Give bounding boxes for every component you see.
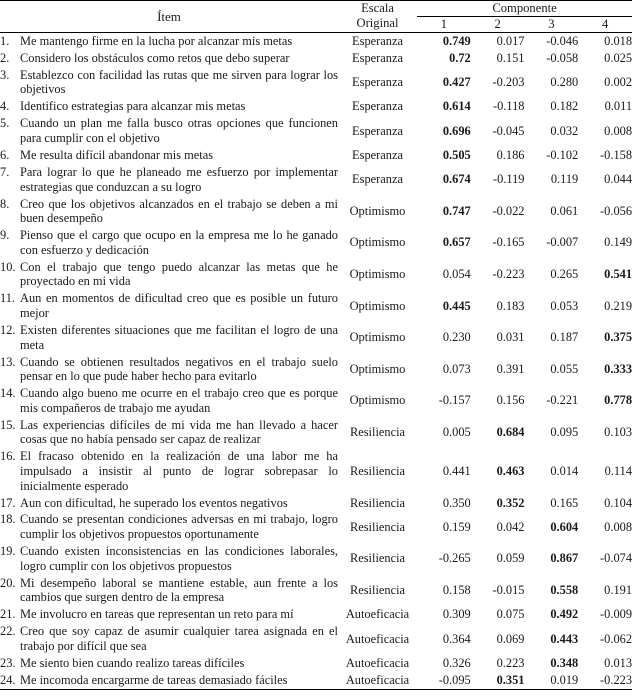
item-cell — [0, 353, 338, 385]
scale-cell: Optimismo — [349, 393, 406, 408]
loading-value-c1: 0.72 — [449, 50, 471, 65]
item-number: 24. — [0, 672, 16, 687]
scale-cell: Resiliencia — [349, 495, 406, 510]
item-text: Creo que los objetivos alcanzados en el trabajo se deben a mi buen desempeño — [20, 196, 338, 226]
item-wrapper — [0, 673, 338, 688]
loading-value-c1: 0.364 — [442, 631, 471, 646]
loading-value-c3: 0.182 — [550, 99, 579, 114]
loading-value-c2: -0.045 — [492, 123, 525, 138]
item-number: 19. — [0, 544, 16, 559]
item-text: Cuando algo bueno me ocurre en el trabajo creo que es porque mis compañeros de trabajo me ayudan — [20, 386, 338, 415]
item-wrapper — [0, 386, 338, 415]
loading-value-c2: -0.119 — [492, 172, 525, 187]
item-number: 13. — [0, 354, 16, 369]
item-wrapper — [0, 228, 338, 257]
loading-value-c4: 0.002 — [604, 75, 632, 90]
loading-value-c1: -0.157 — [438, 393, 471, 408]
table-row — [0, 115, 632, 147]
item-wrapper — [0, 197, 338, 226]
loading-value-c4: -0.056 — [600, 203, 632, 218]
loading-value-c2: 0.463 — [496, 463, 525, 478]
loading-value-c4: 0.219 — [604, 298, 632, 313]
item-text: Existen diferentes situaciones que me facilitan el logro de una meta — [20, 322, 338, 352]
loading-value-c1: 0.230 — [442, 330, 471, 345]
table-row — [0, 543, 632, 575]
loading-value-c4: 0.008 — [604, 123, 632, 138]
loading-value-c3: -0.102 — [546, 147, 579, 162]
item-wrapper — [0, 624, 338, 653]
item-cell — [0, 543, 338, 575]
scale-cell: Esperanza — [352, 123, 403, 138]
item-wrapper — [0, 165, 338, 194]
item-cell — [0, 259, 338, 291]
loading-value-c3: 0.348 — [550, 655, 579, 670]
scale-cell: Resiliencia — [349, 551, 406, 566]
table-row — [0, 385, 632, 417]
table-row — [0, 290, 632, 322]
header-row-top — [0, 1, 632, 17]
loading-value-c3: -0.058 — [546, 50, 579, 65]
item-number: 4. — [0, 99, 10, 114]
loading-value-c1: 0.054 — [442, 267, 471, 282]
loading-value-c4: 0.778 — [604, 393, 632, 408]
table-bottom-rule — [0, 689, 632, 690]
item-text: Considero los obstáculos como retos que debo superar — [20, 50, 290, 65]
item-wrapper — [0, 291, 338, 320]
loading-value-c4: 0.114 — [604, 463, 632, 478]
item-number: 15. — [0, 417, 16, 432]
scale-cell: Autoeficacia — [345, 631, 410, 646]
loading-value-c2: 0.059 — [496, 551, 525, 566]
loading-value-c2: 0.017 — [496, 33, 525, 48]
escala-line-2: Original — [356, 16, 399, 31]
item-cell — [0, 227, 338, 259]
column-header-escala-original — [338, 1, 417, 32]
loading-value-c2: 0.042 — [496, 519, 525, 534]
item-wrapper — [0, 512, 338, 541]
loading-value-c3: 0.187 — [550, 330, 579, 345]
item-wrapper — [0, 576, 338, 605]
scale-cell: Resiliencia — [349, 463, 406, 478]
item-text: Aun en momentos de dificultad creo que es posible un futuro mejor — [20, 291, 338, 320]
loading-value-c4: 0.013 — [604, 655, 632, 670]
table-row — [0, 417, 632, 449]
loading-value-c1: 0.674 — [442, 172, 471, 187]
loading-value-c1: 0.159 — [442, 519, 471, 534]
loading-value-c2: 0.031 — [496, 330, 525, 345]
scale-cell: Esperanza — [352, 147, 403, 162]
loading-value-c3: 0.867 — [550, 551, 579, 566]
item-cell — [0, 290, 338, 322]
item-cell — [0, 385, 338, 417]
scale-cell: Optimismo — [349, 361, 406, 376]
loading-value-c4: 0.333 — [604, 361, 632, 376]
item-text: Las experiencias difíciles de mi vida me han llevado a hacer cosas que no había pensado ser capaz de realizar — [20, 417, 338, 447]
item-text: Para lograr lo que he planeado me esfuerzo por implementar estrategias que conduzcan a su logro — [20, 164, 338, 194]
item-text: Cuando se obtienen resultados negativos en el trabajo suelo pensar en lo que pude haber hecho para evitarlo — [20, 354, 338, 384]
column-header-comp-1: 1 — [440, 16, 448, 31]
loading-value-c2: 0.151 — [496, 50, 525, 65]
item-cell — [0, 322, 338, 354]
scale-cell: Esperanza — [352, 33, 403, 48]
loading-value-c4: -0.062 — [600, 631, 632, 646]
item-text: Cuando se presentan condiciones adversas en mi trabajo, logro cumplir los objetivos propuestos oportunamente — [20, 512, 338, 542]
item-number: 20. — [0, 575, 16, 590]
scale-cell: Optimismo — [349, 235, 406, 250]
item-text: Establezco con facilidad las rutas que me sirven para lograr los objetivos — [20, 67, 338, 97]
item-number: 5. — [0, 116, 10, 131]
table-row — [0, 575, 632, 607]
item-number: 17. — [0, 495, 16, 510]
loading-value-c1: 0.657 — [442, 235, 471, 250]
item-wrapper — [0, 51, 338, 66]
item-cell — [0, 672, 338, 689]
item-text: Con el trabajo que tengo puedo alcanzar las metas que he proyectado en mi vida — [20, 259, 338, 289]
item-cell — [0, 623, 338, 655]
item-number: 2. — [0, 50, 10, 65]
column-header-comp-4: 4 — [602, 16, 609, 31]
item-number: 12. — [0, 322, 16, 337]
item-text: Pienso que el cargo que ocupo en la empresa me lo he ganado con esfuerzo y dedicación — [20, 228, 338, 257]
loading-value-c4: 0.104 — [604, 495, 632, 510]
loading-value-c3: -0.007 — [546, 235, 579, 250]
loading-value-c3: 0.053 — [550, 298, 579, 313]
item-wrapper — [0, 99, 338, 114]
item-number: 23. — [0, 655, 16, 670]
item-cell — [0, 50, 338, 67]
loading-value-c2: -0.223 — [492, 267, 525, 282]
loading-value-c1: 0.427 — [442, 75, 471, 90]
loading-value-c3: 0.443 — [550, 631, 579, 646]
table-row — [0, 623, 632, 655]
scale-cell: Optimismo — [349, 203, 406, 218]
item-cell — [0, 32, 338, 49]
loading-value-c3: 0.604 — [550, 519, 579, 534]
loading-value-c2: 0.069 — [496, 631, 525, 646]
table-row — [0, 50, 632, 67]
item-wrapper — [0, 418, 338, 447]
item-text: Me involucro en tareas que representan un reto para mí — [20, 607, 294, 622]
item-cell — [0, 67, 338, 99]
loading-value-c1: 0.441 — [442, 463, 471, 478]
table-row — [0, 672, 632, 689]
item-text: Cuando un plan me falla busco otras opciones que funcionen para cumplir con el objetivo — [20, 116, 338, 146]
item-text: Me mantengo firme en la lucha por alcanzar mis metas — [20, 33, 293, 48]
scale-cell: Esperanza — [352, 99, 403, 114]
item-text: Creo que soy capaz de asumir cualquier tarea asignada en el trabajo por difícil que sea — [20, 624, 338, 653]
loading-value-c1: 0.005 — [442, 425, 471, 440]
loading-value-c4: 0.044 — [604, 172, 632, 187]
scale-cell: Esperanza — [352, 172, 403, 187]
table-row — [0, 195, 632, 227]
scale-cell: Esperanza — [352, 75, 403, 90]
item-cell — [0, 575, 338, 607]
loading-value-c1: 0.309 — [442, 607, 471, 622]
item-wrapper — [0, 449, 338, 493]
item-text: Me resulta difícil abandonar mis metas — [20, 147, 214, 162]
loading-value-c2: 0.391 — [496, 361, 525, 376]
table-row — [0, 67, 632, 99]
loading-value-c2: 0.186 — [496, 147, 525, 162]
loading-value-c2: 0.684 — [496, 425, 525, 440]
loading-value-c3: 0.032 — [550, 123, 579, 138]
scale-cell: Optimismo — [349, 330, 406, 345]
table-row — [0, 353, 632, 385]
scale-cell: Optimismo — [349, 267, 406, 282]
loading-value-c4: 0.018 — [604, 33, 632, 48]
loading-value-c1: 0.073 — [442, 361, 471, 376]
item-number: 11. — [0, 291, 16, 306]
column-header-item: Ítem — [157, 8, 181, 24]
scale-cell: Resiliencia — [349, 582, 406, 597]
item-text: Aun con dificultad, he superado los eventos negativos — [20, 495, 288, 510]
item-cell — [0, 606, 338, 623]
loading-value-c3: 0.061 — [550, 203, 579, 218]
table-row — [0, 164, 632, 196]
item-number: 14. — [0, 386, 16, 401]
loading-value-c4: 0.149 — [604, 235, 632, 250]
item-number: 18. — [0, 512, 16, 527]
loading-value-c3: 0.558 — [550, 582, 579, 597]
table-header — [0, 1, 632, 33]
item-wrapper — [0, 148, 338, 163]
scale-cell: Autoeficacia — [345, 672, 410, 687]
scale-cell: Esperanza — [352, 50, 403, 65]
loading-value-c1: -0.265 — [438, 551, 471, 566]
item-number: 10. — [0, 259, 16, 274]
item-cell — [0, 511, 338, 543]
item-wrapper — [0, 496, 338, 511]
item-text: El fracaso obtenido en la realización de una labor me ha impulsado a insistir al punto de lograr sobrepasar lo inicialmente esperado — [20, 449, 338, 493]
loading-value-c1: 0.747 — [442, 203, 471, 218]
item-wrapper — [0, 260, 338, 289]
item-wrapper — [0, 68, 338, 97]
loading-value-c2: 0.156 — [496, 393, 525, 408]
loading-value-c4: -0.158 — [600, 147, 632, 162]
loading-value-c4: -0.223 — [600, 672, 632, 687]
table-row — [0, 259, 632, 291]
column-header-comp-2: 2 — [494, 16, 501, 31]
loading-value-c4: 0.008 — [604, 519, 632, 534]
table-row — [0, 227, 632, 259]
scale-cell: Resiliencia — [349, 425, 406, 440]
loading-value-c3: 0.095 — [550, 425, 579, 440]
loading-value-c4: 0.541 — [604, 267, 632, 282]
loading-value-c3: 0.055 — [550, 361, 579, 376]
item-wrapper — [0, 656, 338, 671]
loading-value-c2: -0.203 — [492, 75, 525, 90]
item-cell — [0, 494, 338, 511]
loading-value-c4: 0.103 — [604, 425, 632, 440]
item-cell — [0, 98, 338, 115]
item-cell — [0, 147, 338, 164]
item-number: 21. — [0, 607, 16, 622]
column-header-comp-3: 3 — [548, 16, 555, 31]
loading-value-c1: 0.505 — [442, 147, 471, 162]
loading-value-c2: 0.352 — [496, 495, 525, 510]
loading-value-c3: -0.221 — [546, 393, 579, 408]
loading-value-c3: -0.046 — [546, 33, 579, 48]
item-number: 7. — [0, 164, 10, 179]
table-row — [0, 655, 632, 672]
loading-value-c3: 0.280 — [550, 75, 579, 90]
loading-value-c4: 0.375 — [604, 330, 632, 345]
loading-value-c3: 0.492 — [550, 607, 579, 622]
scale-cell: Resiliencia — [349, 519, 406, 534]
loading-value-c2: -0.022 — [492, 203, 525, 218]
table-body — [0, 32, 632, 688]
loading-value-c4: -0.074 — [600, 551, 632, 566]
table-row — [0, 511, 632, 543]
loading-value-c3: 0.265 — [550, 267, 579, 282]
item-number: 6. — [0, 147, 10, 162]
item-text: Identifico estrategias para alcanzar mis metas — [20, 99, 246, 114]
item-cell — [0, 195, 338, 227]
loading-value-c2: -0.118 — [492, 99, 525, 114]
loading-value-c2: 0.223 — [496, 655, 525, 670]
loading-value-c1: 0.158 — [442, 582, 471, 597]
table-row — [0, 32, 632, 49]
item-text: Me siento bien cuando realizo tareas difíciles — [20, 655, 245, 670]
loading-value-c3: 0.119 — [550, 172, 579, 187]
item-wrapper — [0, 544, 338, 573]
item-wrapper — [0, 34, 338, 49]
column-header-componente: Componente — [417, 1, 632, 17]
item-number: 22. — [0, 624, 16, 639]
item-cell — [0, 164, 338, 196]
loading-value-c1: 0.326 — [442, 655, 471, 670]
item-text: Me incomoda encargarme de tareas demasiado fáciles — [20, 672, 288, 687]
item-number: 8. — [0, 196, 10, 211]
table-row — [0, 322, 632, 354]
table-row — [0, 494, 632, 511]
loading-value-c3: 0.019 — [550, 672, 579, 687]
loading-value-c1: 0.614 — [442, 99, 471, 114]
scale-cell: Autoeficacia — [345, 655, 410, 670]
item-wrapper — [0, 607, 338, 622]
table-row — [0, 98, 632, 115]
scale-cell: Autoeficacia — [345, 607, 410, 622]
loading-value-c4: 0.191 — [604, 582, 632, 597]
item-number: 16. — [0, 449, 16, 464]
escala-line-1: Escala — [361, 1, 394, 15]
loading-value-c4: 0.011 — [604, 99, 632, 114]
item-text: Mi desempeño laboral se mantiene estable, aun frente a los cambios que surgen dentro de la empresa — [20, 575, 338, 605]
loading-value-c1: -0.095 — [438, 672, 471, 687]
loading-value-c1: 0.445 — [442, 298, 471, 313]
table-row — [0, 147, 632, 164]
table-row — [0, 448, 632, 494]
table-row — [0, 606, 632, 623]
loading-value-c1: 0.749 — [442, 33, 471, 48]
loading-value-c3: 0.165 — [550, 495, 579, 510]
item-text: Cuando existen inconsistencias en las condiciones laborales, logro cumplir con los objetivos propuestos — [20, 544, 338, 573]
loading-value-c2: 0.075 — [496, 607, 525, 622]
item-cell — [0, 115, 338, 147]
loading-value-c2: 0.351 — [496, 672, 525, 687]
item-number: 9. — [0, 228, 10, 243]
loading-value-c3: 0.014 — [550, 463, 579, 478]
loading-value-c4: -0.009 — [600, 607, 632, 622]
item-wrapper — [0, 355, 338, 384]
item-number: 1. — [0, 33, 10, 48]
item-cell — [0, 448, 338, 494]
loading-value-c4: 0.025 — [604, 50, 632, 65]
loading-value-c2: -0.165 — [492, 235, 525, 250]
item-cell — [0, 417, 338, 449]
loading-value-c1: 0.350 — [442, 495, 471, 510]
item-wrapper — [0, 116, 338, 145]
loading-value-c2: 0.183 — [496, 298, 525, 313]
loading-value-c2: -0.015 — [492, 582, 525, 597]
item-wrapper — [0, 323, 338, 352]
item-number: 3. — [0, 67, 10, 82]
scale-cell: Optimismo — [349, 298, 406, 313]
item-cell — [0, 655, 338, 672]
loading-value-c1: 0.696 — [442, 123, 471, 138]
